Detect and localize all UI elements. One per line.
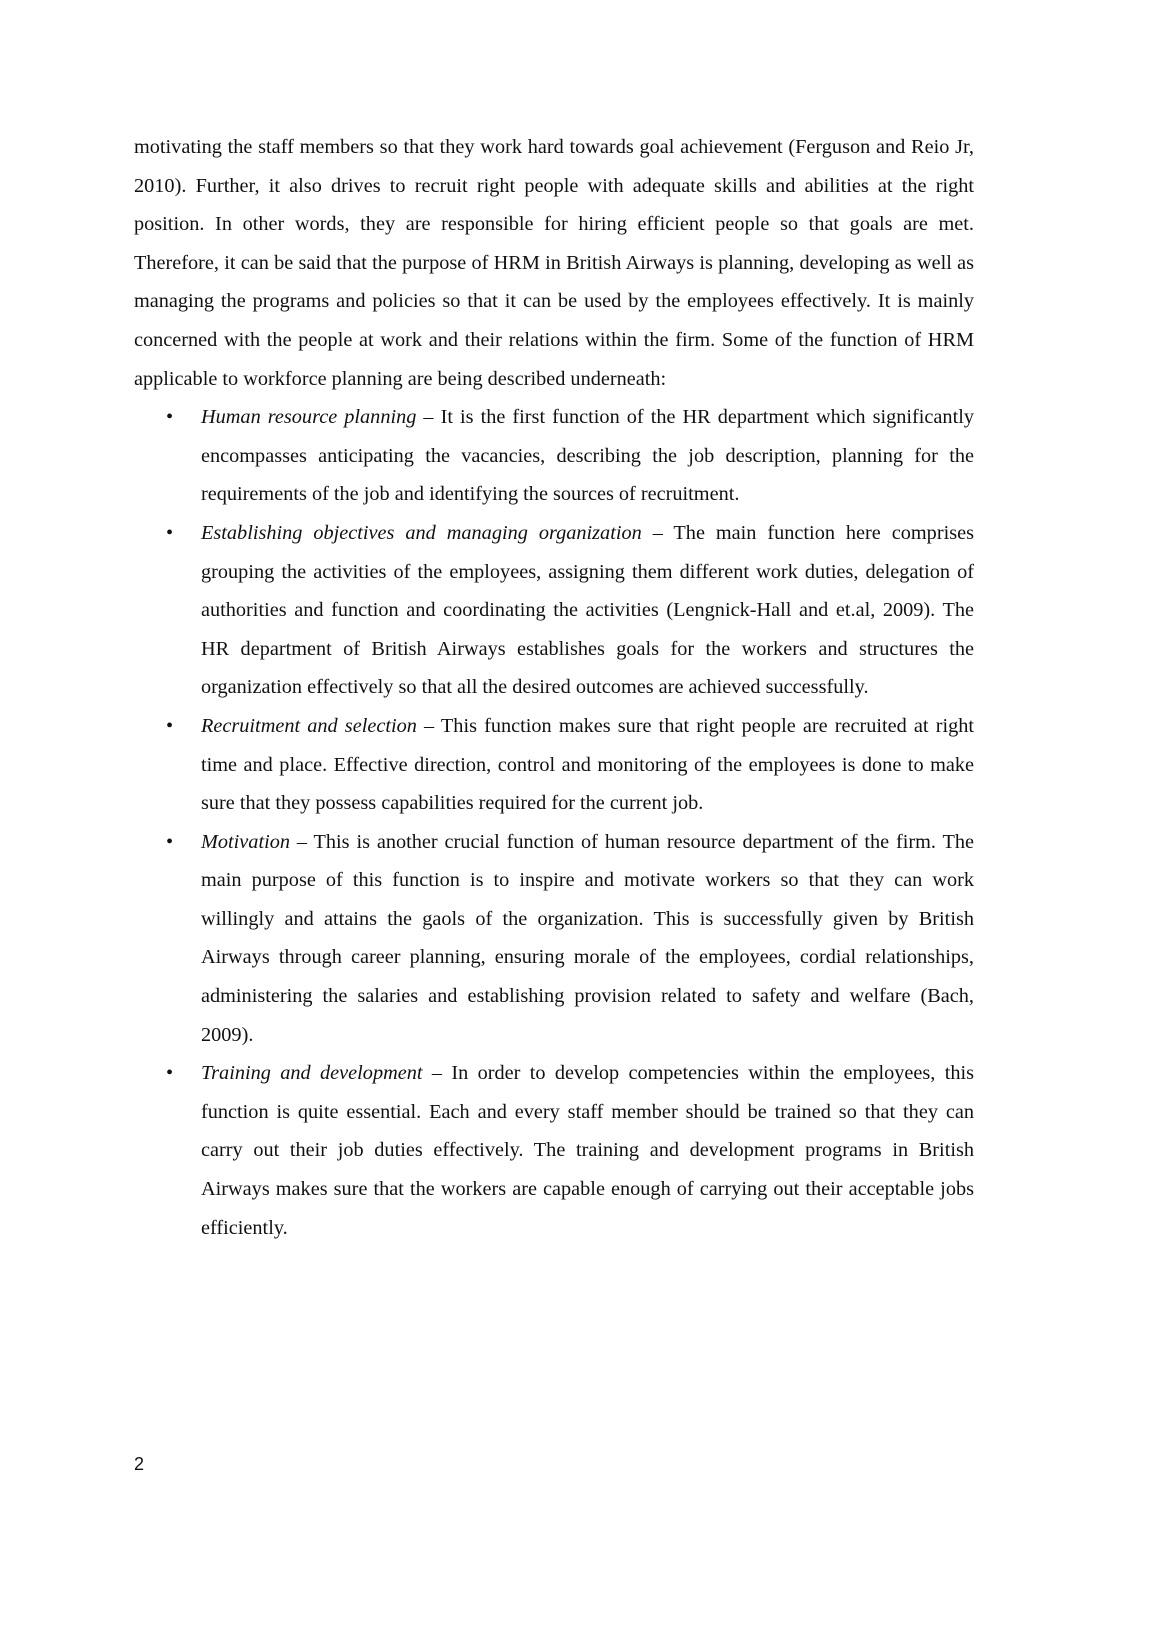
list-item xyxy=(134,398,974,514)
list-item xyxy=(134,823,974,1055)
document-body xyxy=(134,128,974,1247)
bullet-icon: • xyxy=(166,406,174,429)
item-text: – This function makes sure that right people are recruited at right time and place. Effective direction, control and monitoring of the employees is done to make sure that they possess capabilities required for the current job. xyxy=(201,714,975,815)
intro-paragraph: motivating the staff members so that they work hard towards goal achievement (Ferguson and Reio Jr, 2010). Further, it also drives to recruit right people with adequate skills and abilities at the right position. In other words, they are responsible for hiring efficient people so that goals are met. Therefore, it can be said that the purpose of HRM in British Airways is planning, developing as well as managing the programs and policies so that it can be used by the employees effectively. It is mainly concerned with the people at work and their relations within the firm. Some of the function of HRM applicable to workforce planning are being described underneath: xyxy=(134,136,974,390)
bullet-icon: • xyxy=(166,1062,174,1085)
page-number: 2 xyxy=(134,1454,145,1474)
item-title: Human resource planning xyxy=(201,406,417,429)
item-title: Establishing objectives and managing organization xyxy=(201,521,642,544)
list-item xyxy=(134,1054,974,1247)
item-text: – This is another crucial function of human resource department of the firm. The main purpose of this function is to inspire and motivate workers so that they can work willingly and attains the gaols of the organization. This is successfully given by British Airways through career planning, ensuring morale of the employees, cordial relationships, administering the salaries and establishing provision related to safety and welfare (Bach, 2009). xyxy=(201,830,974,1046)
bullet-icon: • xyxy=(166,830,174,853)
item-text: – It is the first function of the HR department which significantly encompasses anticipating the vacancies, describing the job description, planning for the requirements of the job and identifying the sources of recruitment. xyxy=(201,406,974,506)
list-item xyxy=(134,707,974,823)
list-item xyxy=(134,514,974,707)
item-title: Motivation xyxy=(201,830,290,853)
item-title: Recruitment and selection xyxy=(201,714,417,737)
item-title: Training and development xyxy=(201,1062,423,1085)
bullet-icon: • xyxy=(166,714,174,737)
bullet-icon: • xyxy=(166,521,174,544)
item-text: – In order to develop competencies within the employees, this function is quite essential. Each and every staff member should be trained so that they can carry out their job duties effectively. The training and development programs in British Airways makes sure that the workers are capable enough of carrying out their acceptable jobs efficiently. xyxy=(201,1062,974,1239)
hrm-functions-list xyxy=(134,398,974,1247)
item-text: – The main function here comprises grouping the activities of the employees, assigning them different work duties, delegation of authorities and function and coordinating the activities (Lengnick-Hall and et.al, 2009). The HR department of British Airways establishes goals for the workers and structures the organization effectively so that all the desired outcomes are achieved successfully. xyxy=(201,521,974,699)
